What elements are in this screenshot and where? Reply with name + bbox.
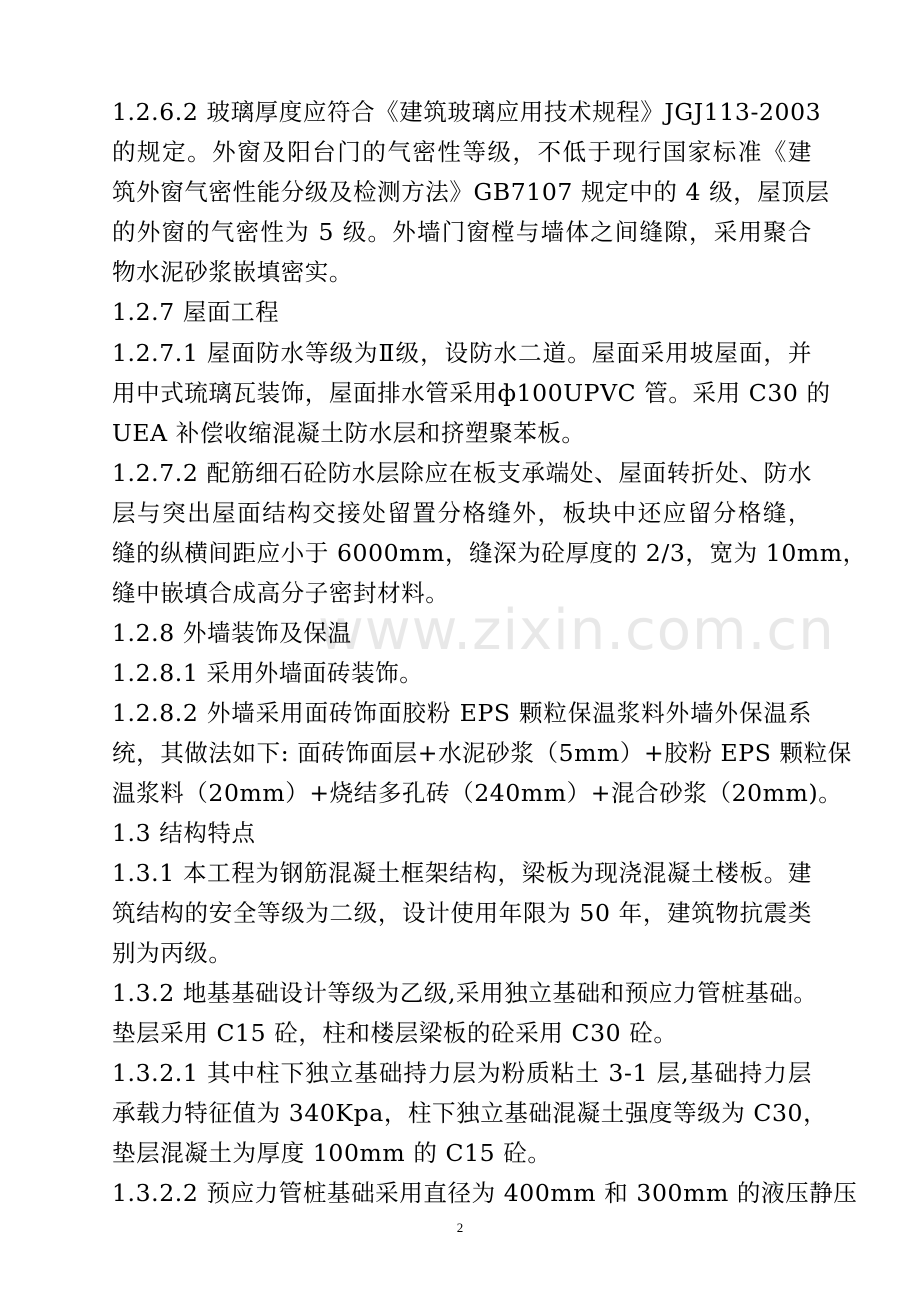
text-line: 筑外窗气密性能分级及检测方法》GB7107 规定中的 4 级，屋顶层 (112, 178, 830, 206)
text-line: 缝中嵌填合成高分子密封材料。 (112, 579, 450, 607)
text-line: 承载力特征值为 340Kpa，柱下独立基础混凝土强度等级为 C30， (112, 1099, 828, 1127)
text-line: 垫层采用 C15 砼，柱和楼层梁板的砼采用 C30 砼。 (112, 1019, 678, 1047)
text-line: 温浆料（20mm）+烧结多孔砖（240mm）+混合砂浆（20mm)。 (112, 779, 843, 807)
text-line: 1.3.1 本工程为钢筋混凝土框架结构，梁板为现浇混凝土楼板。建 (112, 859, 812, 887)
text-line: 别为丙级。 (112, 939, 233, 967)
text-line: 1.2.7.2 配筋细石砼防水层除应在板支承端处、屋面转折处、防水 (112, 459, 812, 487)
text-line: 1.2.6.2 玻璃厚度应符合《建筑玻璃应用技术规程》JGJ113-2003 (112, 98, 822, 126)
text-line: 统，其做法如下: 面砖饰面层+水泥砂浆（5mm）+胶粉 EPS 颗粒保 (112, 739, 852, 767)
text-line: 1.2.8.2 外墙采用面砖饰面胶粉 EPS 颗粒保温浆料外墙外保温系 (112, 699, 812, 727)
text-line: 缝的纵横间距应小于 6000mm，缝深为砼厚度的 2/3，宽为 10mm， (112, 539, 867, 567)
section-heading: 1.2.7 屋面工程 (112, 298, 280, 326)
watermark: www.zixin.com.cn (318, 598, 835, 663)
text-line: 筑结构的安全等级为二级，设计使用年限为 50 年，建筑物抗震类 (112, 899, 812, 927)
section-heading: 1.2.8 外墙装饰及保温 (112, 619, 352, 647)
text-line: 垫层混凝土为厚度 100mm 的 C15 砼。 (112, 1139, 552, 1167)
text-line: 的外窗的气密性为 5 级。外墙门窗樘与墙体之间缝隙，采用聚合 (112, 218, 812, 246)
text-line: 1.2.7.1 屋面防水等级为Ⅱ级，设防水二道。屋面采用坡屋面，并 (112, 339, 812, 367)
text-line: 1.2.8.1 采用外墙面砖装饰。 (112, 659, 424, 687)
text-line: 的规定。外窗及阳台门的气密性等级，不低于现行国家标准《建 (112, 138, 812, 166)
text-line: 1.3.2 地基基础设计等级为乙级,采用独立基础和预应力管桩基础。 (112, 979, 818, 1007)
section-heading: 1.3 结构特点 (112, 819, 256, 847)
text-line: 1.3.2.2 预应力管桩基础采用直径为 400mm 和 300mm 的液压静压 (112, 1179, 858, 1207)
text-line: UEA 补偿收缩混凝土防水层和挤塑聚苯板。 (112, 419, 586, 447)
text-line: 用中式琉璃瓦装饰，屋面排水管采用ф100UPVC 管。采用 C30 的 (112, 379, 831, 407)
page-number: 2 (456, 1220, 464, 1235)
text-line: 1.3.2.1 其中柱下独立基础持力层为粉质粘土 3-1 层,基础持力层 (112, 1059, 812, 1087)
text-line: 层与突出屋面结构交接处留置分格缝外，板块中还应留分格缝， (112, 499, 812, 527)
text-line: 物水泥砂浆嵌填密实。 (112, 258, 353, 286)
